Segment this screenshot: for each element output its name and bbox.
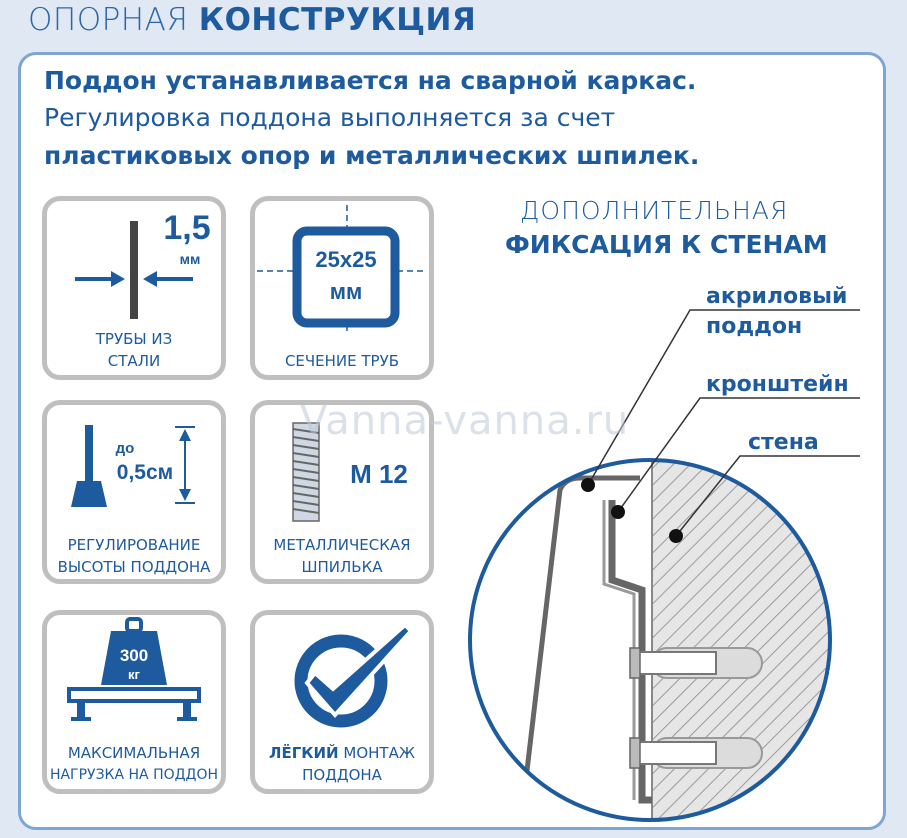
title-bold: КОНСТРУКЦИЯ (198, 2, 477, 38)
stud-caption-2: ШПИЛЬКА (301, 558, 383, 576)
height-prefix: до (115, 440, 135, 457)
fixation-title-1: ДОПОЛНИТЕЛЬНАЯ (520, 196, 789, 225)
intro-line-3: пластиковых опор и металлических шпилек. (44, 141, 700, 170)
watermark: Vanna-vanna.ru (300, 398, 630, 444)
pipe-section-unit: мм (329, 279, 363, 304)
label-acrylic-1: акриловый (706, 284, 848, 309)
pipes-caption-1: ТРУБЫ ИЗ (95, 330, 173, 348)
section-caption: СЕЧЕНИЕ ТРУБ (284, 352, 400, 370)
install-caption-bold: ЛЁГКИЙ (268, 744, 339, 762)
height-value: 0,5см (116, 461, 174, 484)
pipe-section-value: 25х25 (315, 247, 377, 272)
install-caption-light: МОНТАЖ (343, 744, 416, 762)
pipe-thickness-unit: мм (179, 251, 201, 267)
height-caption-1: РЕГУЛИРОВАНИЕ (67, 536, 201, 554)
weight-value: 300 (119, 646, 149, 665)
title-light: ОПОРНАЯ (28, 2, 189, 38)
intro-line-2: Регулировка поддона выполняется за счет (44, 103, 616, 132)
label-wall: стена (748, 430, 819, 455)
fixation-title-2: ФИКСАЦИЯ К СТЕНАМ (505, 230, 828, 259)
stud-size: M 12 (350, 459, 408, 489)
install-caption-2: ПОДДОНА (302, 766, 382, 784)
intro-line-1: Поддон устанавливается на сварной каркас. (44, 66, 697, 95)
label-acrylic-2: поддон (706, 314, 803, 339)
pipes-caption-2: СТАЛИ (107, 352, 161, 370)
weight-unit: кг (128, 667, 140, 682)
label-bracket: кронштейн (706, 372, 849, 397)
height-caption-2: ВЫСОТЫ ПОДДОНА (57, 558, 211, 576)
stud-caption-1: МЕТАЛЛИЧЕСКАЯ (273, 536, 411, 554)
load-caption-1: МАКСИМАЛЬНАЯ (67, 744, 201, 762)
load-caption-2: НАГРУЗКА НА ПОДДОН (49, 767, 219, 783)
pipe-thickness-value: 1,5 (163, 209, 211, 247)
